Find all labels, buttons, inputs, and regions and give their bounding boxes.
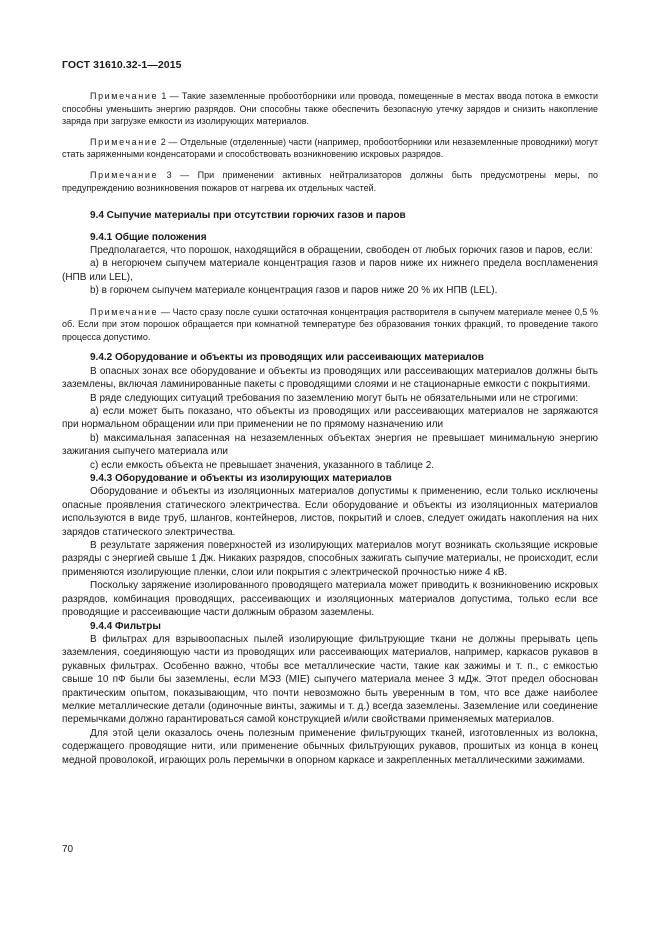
paragraph: Для этой цели оказалось очень полезным применение фильтрующих тканей, изготовленных из волокна, содержащего проводящие нити, или применение обычных фильтрующих рукавов, прошитых из конца в конец медной проволокой, играющих роль перемычки в опорном каркасе и закрепленных металлическими зажимами. bbox=[62, 727, 598, 766]
list-item-a: а) в негорючем сыпучем материале концентрация газов и паров ниже их нижнего предела воспламенения (НПВ или LEL), bbox=[62, 258, 598, 283]
subsection-heading-9-4-3: 9.4.3 Оборудование и объекты из изолирующих материалов bbox=[90, 473, 392, 485]
note-3 bbox=[62, 169, 598, 194]
document-header: ГОСТ 31610.32-1—2015 bbox=[62, 59, 182, 71]
list-item-c: с) если емкость объекта не превышает значения, указанного в таблице 2. bbox=[90, 459, 435, 471]
subsection-heading-9-4-2: 9.4.2 Оборудование и объекты из проводящих или рассеивающих материалов bbox=[90, 352, 484, 364]
paragraph: Оборудование и объекты из изоляционных материалов допустимы к применению, если только исключены опасные проявления статического электричества. Если оборудование и объекты из изоляционных материалов используются в виде труб, шлангов, контейнеров, листов, покрытий и слоев, следует ожидать накопления на них зарядов статического электричества. bbox=[62, 486, 598, 538]
note-text: 3 — При применении активных нейтрализаторов должны быть предусмотрены меры, по предупреждению возникновения пожаров от нагрева их отдельных частей. bbox=[62, 169, 598, 193]
list-item-b: b) в горючем сыпучем материале концентрация газов и паров ниже 20 % их НПВ (LEL). bbox=[90, 285, 498, 297]
note-2 bbox=[62, 136, 598, 161]
subsection-heading-9-4-1: 9.4.1 Общие положения bbox=[90, 231, 207, 243]
paragraph: В результате заряжения поверхностей из изолирующих материалов могут возникать скользящие искровые разряды с энергией свыше 1 Дж. Никаких разрядов, способных зажигать сыпучие материалы, не происходит, если применяются изолирующие пленки, слои или покрытия с электрической прочностью ниже 4 кВ. bbox=[62, 540, 598, 578]
note-9-4-1 bbox=[62, 306, 598, 344]
note-text: — Часто сразу после сушки остаточная концентрация растворителя в сыпучем материале менее 0,5 % об. Если при этом порошок обращается при комнатной температуре без образования тонких фракций, то проведение такого процесса допустимо. bbox=[62, 306, 598, 342]
note-tag: Примечание bbox=[90, 136, 159, 147]
note-tag: Примечание bbox=[90, 91, 159, 101]
list-item-a: а) если может быть показано, что объекты из проводящих или рассеивающих материалов не заряжаются при нормальном обращении или при применении не по прямому назначению или bbox=[62, 406, 598, 431]
note-text: 1 — Такие заземленные пробоотборники или провода, помещенные в местах ввода потока в емкости способны уменьшить энергию разрядов. Они способны также обеспечить безопасную утечку зарядов и снизить накопление заряда при загрузке емкости из изолирующих материалов. bbox=[62, 91, 598, 127]
paragraph: В ряде следующих ситуаций требования по заземлению могут быть не обязательными или не строгими: bbox=[90, 392, 579, 404]
paragraph: В фильтрах для взрывоопасных пылей изолирующие фильтрующие ткани не должны прерывать цепь заземления, соединяющую части из проводящих или рассеивающих материалов, например, каркасов рукавов в рукавных фильтрах. Особенно важно, чтобы все металлические части, такие как зажимы и т. п., с емкостью свыше 10 пФ были бы заземлены, если МЭЗ (MIE) сыпучего материала менее 3 мДж. Этот предел обоснован практическим опытом, показывающим, что почти невозможно быть уверенным в том, что все даже наиболее мелкие металлические детали (одиночные винты, зажимы и т. д.) всегда заземлены. Заземление или соединение перемычками должно гарантироваться самой конструкцией и/или свойствами применяемых материалов. bbox=[62, 633, 598, 726]
note-tag: Примечание bbox=[90, 169, 159, 180]
section-heading-9-4: 9.4 Сыпучие материалы при отсутствии горючих газов и паров bbox=[90, 210, 406, 222]
document-body bbox=[62, 76, 598, 767]
paragraph: Поскольку заряжение изолированного проводящего материала может приводить к возникновению искровых разрядов, комбинация проводящих, рассеивающих и изоляционных материалов допустима, только если все проводящие и рассеивающие части должным образом заземлены. bbox=[62, 580, 598, 619]
paragraph: Предполагается, что порошок, находящийся в обращении, свободен от любых горючих газов и паров, если: bbox=[90, 244, 593, 256]
note-tag: Примечание bbox=[90, 306, 159, 317]
note-1 bbox=[62, 90, 598, 128]
paragraph: В опасных зонах все оборудование и объекты из проводящих или рассеивающих материалов должны быть заземлены, включая ламинированные пакеты с проводящими слоями и не стационарные емкости с покрытиями. bbox=[62, 365, 598, 391]
list-item-b: b) максимальная запасенная на незаземленных объектах энергия не превышает минимальную энергию зажигания сыпучего материала или bbox=[62, 432, 598, 458]
page-number: 70 bbox=[62, 844, 74, 855]
note-text: 2 — Отдельные (отделенные) части (например, пробоотборники или незаземленные проводники) могут стать заряженными конденсаторами и способствовать возникновению искровых разрядов. bbox=[62, 136, 598, 160]
subsection-heading-9-4-4: 9.4.4 Фильтры bbox=[90, 620, 161, 632]
